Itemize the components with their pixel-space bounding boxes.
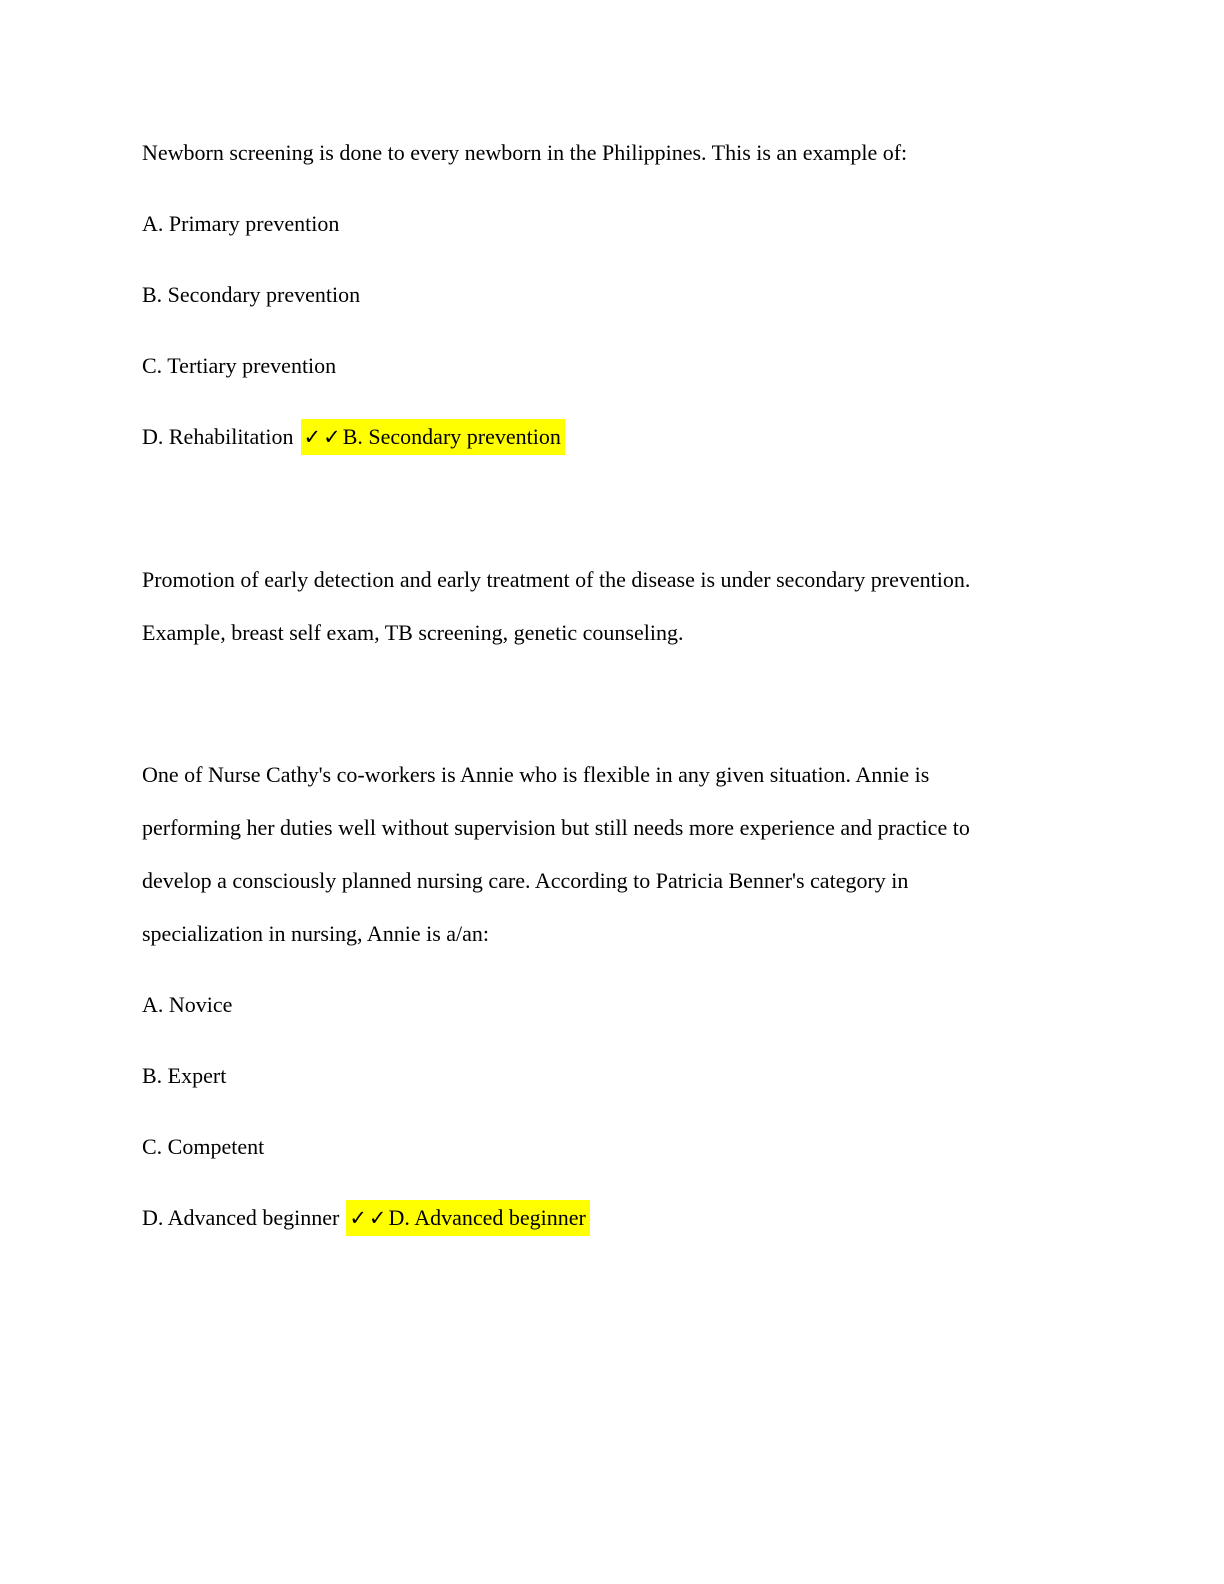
rationale-line: Promotion of early detection and early treatment of the disease is under secondary prevention.: [142, 567, 971, 592]
question-2-prompt-line: performing her duties well without supervision but still needs more experience and practice to: [142, 815, 970, 840]
question-2-option-a: [142, 978, 1134, 1031]
question-2-option-c: [142, 1120, 1134, 1173]
question-2-prompt-line: specialization in nursing, Annie is a/an:: [142, 921, 490, 946]
option-label: B. Expert: [142, 1063, 227, 1088]
rationale-line: Example, breast self exam, TB screening, genetic counseling.: [142, 620, 684, 645]
option-label: B. Secondary prevention: [142, 282, 361, 307]
question-1-option-a: [142, 197, 1134, 250]
option-label: C. Tertiary prevention: [142, 353, 337, 378]
question-1-option-b: [142, 268, 1134, 321]
double-checkmark-icon: ✓✓: [349, 1206, 389, 1230]
option-label: D. Rehabilitation: [142, 424, 294, 449]
blank-line: [142, 482, 1134, 553]
question-1-option-c: [142, 339, 1134, 392]
question-2-prompt-line: develop a consciously planned nursing care. According to Patricia Benner's category in: [142, 868, 909, 893]
answer-text: D. Advanced beginner: [388, 1205, 586, 1230]
blank-line: [142, 677, 1134, 748]
question-1-prompt: [142, 126, 1134, 179]
answer-text: B. Secondary prevention: [342, 424, 561, 449]
question-2-option-d: [142, 1191, 1134, 1245]
option-label: C. Competent: [142, 1134, 265, 1159]
option-label: D. Advanced beginner: [142, 1205, 340, 1230]
answer-highlight: [301, 419, 565, 455]
question-2-option-b: [142, 1049, 1134, 1102]
question-2-prompt: [142, 748, 1134, 960]
answer-highlight: [346, 1200, 590, 1236]
question-1-option-d: [142, 410, 1134, 464]
option-label: A. Primary prevention: [142, 211, 340, 236]
question-2-prompt-line: One of Nurse Cathy's co-workers is Annie who is flexible in any given situation. Annie is: [142, 762, 930, 787]
rationale-paragraph: [142, 553, 1134, 659]
option-label: A. Novice: [142, 992, 233, 1017]
question-1-prompt-line: Newborn screening is done to every newborn in the Philippines. This is an example of:: [142, 140, 908, 165]
double-checkmark-icon: ✓✓: [303, 425, 343, 449]
